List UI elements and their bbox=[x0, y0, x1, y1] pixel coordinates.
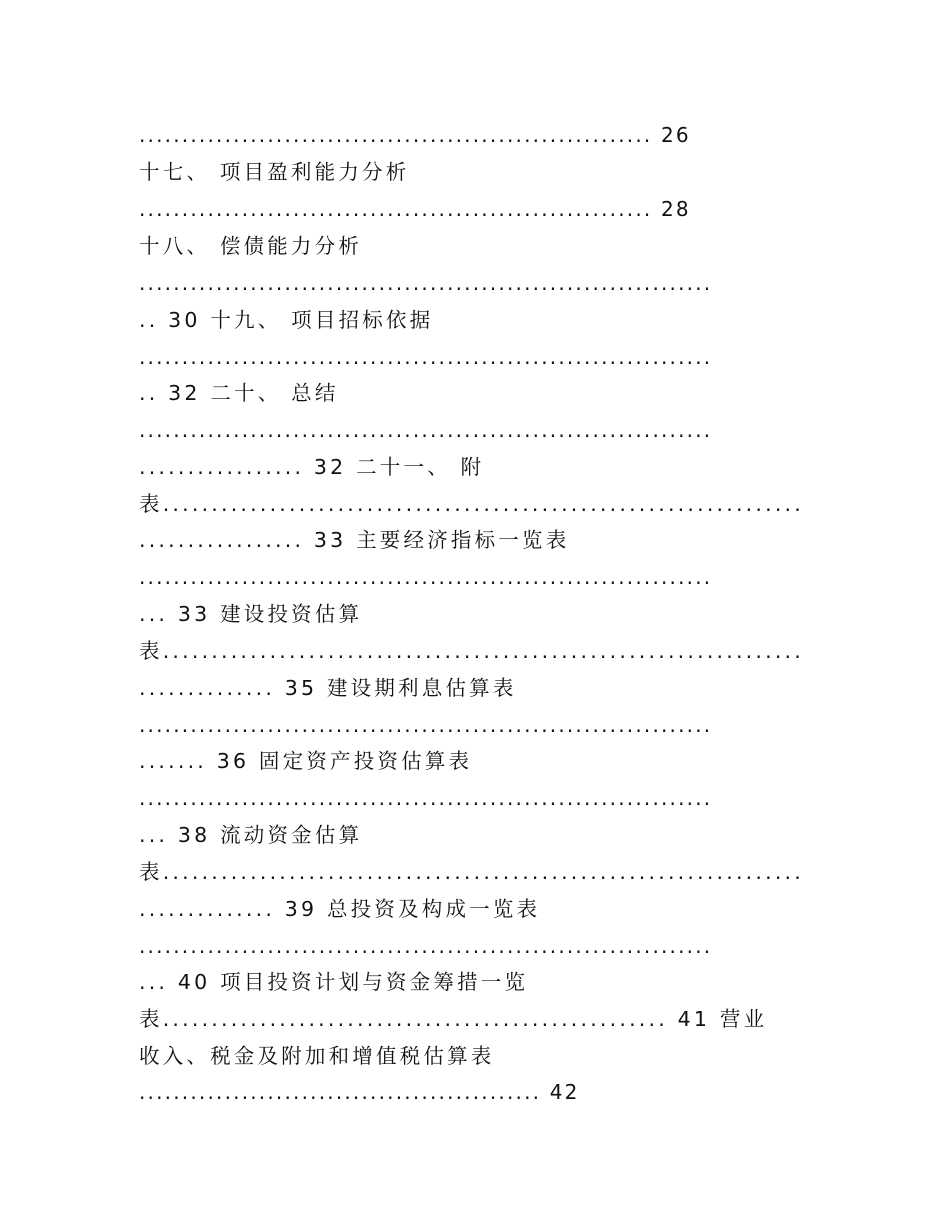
toc-line: ................................................................... bbox=[139, 271, 713, 295]
toc-line: ................. 32 二十一、 附 bbox=[139, 455, 485, 479]
toc-line: .............. 35 建设期利息估算表 bbox=[139, 676, 517, 700]
toc-line: .............. 39 总投资及构成一览表 bbox=[139, 897, 541, 921]
toc-line: 表.................................................................. bbox=[139, 639, 804, 663]
toc-line: ... 40 项目投资计划与资金筹措一览 bbox=[139, 970, 529, 994]
toc-line: ................................................................... bbox=[139, 418, 713, 442]
toc-line: 十八、 偿债能力分析 bbox=[139, 234, 363, 258]
toc-line: ............................................................ 28 bbox=[139, 197, 691, 221]
toc-line: ................................................................... bbox=[139, 934, 713, 958]
toc-line: .. 32 二十、 总结 bbox=[139, 381, 339, 405]
toc-line: ................................................................... bbox=[139, 786, 713, 810]
toc-line: ................................................................... bbox=[139, 345, 713, 369]
toc-line: ... 38 流动资金估算 bbox=[139, 823, 363, 847]
toc-line: ....... 36 固定资产投资估算表 bbox=[139, 749, 473, 773]
toc-line: ... 33 建设投资估算 bbox=[139, 602, 363, 626]
toc-line: ............................................... 42 bbox=[139, 1080, 580, 1104]
toc-line: ................. 33 主要经济指标一览表 bbox=[139, 528, 570, 552]
toc-line: 收入、税金及附加和增值税估算表 bbox=[139, 1044, 495, 1068]
toc-line: 十七、 项目盈利能力分析 bbox=[139, 160, 410, 184]
toc-line: 表.................................................... 41 营业 bbox=[139, 1007, 768, 1031]
toc-line: ............................................................ 26 bbox=[139, 123, 691, 147]
toc-line: ................................................................... bbox=[139, 713, 713, 737]
toc-line: ................................................................... bbox=[139, 565, 713, 589]
toc-line: 表.................................................................. bbox=[139, 860, 804, 884]
toc-line: .. 30 十九、 项目招标依据 bbox=[139, 308, 434, 332]
toc-line: 表.................................................................. bbox=[139, 492, 804, 516]
